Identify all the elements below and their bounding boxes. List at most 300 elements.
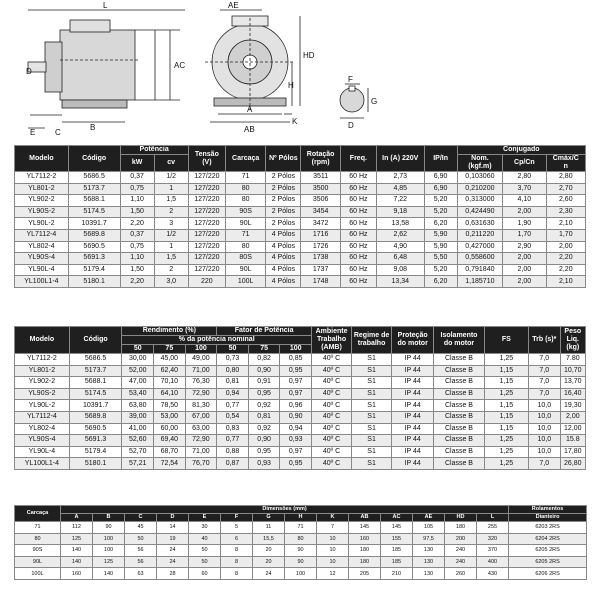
table-cell: 5690.5	[68, 241, 120, 253]
header2-f50: 50	[217, 345, 249, 354]
header2-ambiente: Ambiente Trabalho (AMB)	[312, 327, 352, 354]
table-cell: 0,77	[217, 400, 249, 412]
table-cell: 7	[317, 522, 349, 534]
table-cell: 5688.1	[68, 195, 120, 207]
table-cell: 80	[15, 533, 61, 545]
table-cell: 5689.8	[68, 229, 120, 241]
table-row	[15, 276, 586, 288]
table-cell: Classe B	[434, 388, 485, 400]
table-cell: 6,90	[424, 183, 457, 195]
table-cell: 12,00	[560, 423, 585, 435]
table-cell: 60 Hz	[340, 241, 376, 253]
table-cell: 10,0	[529, 435, 561, 447]
table-cell: 2,00	[503, 253, 546, 265]
table-cell: 30,00	[122, 354, 154, 366]
table-cell: 7,22	[376, 195, 424, 207]
header-rotacao: Rotação (rpm)	[301, 146, 340, 172]
dim-label-d: D	[26, 67, 32, 76]
table-cell: 2,10	[546, 218, 585, 230]
table-cell: 40º C	[312, 458, 352, 470]
table-cell: 2,80	[546, 172, 585, 184]
table-cell: 6	[221, 533, 253, 545]
table-cell: 40º C	[312, 435, 352, 447]
table-cell: S1	[352, 377, 392, 389]
dim-label-shaft-d: D	[348, 121, 354, 130]
table-cell: 5691.3	[69, 435, 122, 447]
header2-protecao: Proteção do motor	[392, 327, 434, 354]
table-cell: 1,10	[120, 253, 154, 265]
table-cell: IP 44	[392, 388, 434, 400]
header-tensao: Tensão (V)	[188, 146, 225, 172]
table-cell: 26,80	[560, 458, 585, 470]
table-cell: 1,25	[484, 388, 528, 400]
table-cell: 0,77	[217, 435, 249, 447]
table-cell: 100L	[225, 276, 265, 288]
table-cell: 10391.7	[69, 400, 122, 412]
table-cell: 10,0	[529, 446, 561, 458]
table-cell: 125	[93, 556, 125, 568]
table-cell: S1	[352, 458, 392, 470]
table-cell: 2,20	[546, 264, 585, 276]
table-cell: 72,90	[185, 435, 217, 447]
table-cell: 0,97	[280, 446, 312, 458]
table-cell: 185	[381, 545, 413, 557]
table-cell: 1,15	[484, 377, 528, 389]
table-cell: 0,96	[280, 400, 312, 412]
table-cell: 40º C	[312, 354, 352, 366]
table-cell: 40º C	[312, 446, 352, 458]
table-cell: 3,70	[503, 183, 546, 195]
header-potencia: Potência	[120, 146, 188, 155]
table-cell: 71	[225, 229, 265, 241]
table-cell: 71,00	[185, 365, 217, 377]
table-cell: 71	[15, 522, 61, 534]
table-cell: 13,70	[560, 377, 585, 389]
table-cell: 19,30	[560, 400, 585, 412]
table-cell: 5174.5	[69, 388, 122, 400]
dim-label-f: F	[348, 75, 353, 84]
table-cell: 5179.4	[69, 446, 122, 458]
header3-dim-col: A	[61, 514, 93, 522]
table-cell: 47,00	[122, 377, 154, 389]
header3-dim-col: AE	[413, 514, 445, 522]
table-cell: 53,40	[122, 388, 154, 400]
table-cell: 10,70	[560, 365, 585, 377]
header-cpcn: Cp/Cn	[503, 155, 546, 172]
table-cell: 0,83	[217, 423, 249, 435]
table-row	[15, 264, 586, 276]
table-cell: 4 Pólos	[266, 253, 301, 265]
table-cell: 6,20	[424, 276, 457, 288]
table-cell: 100	[93, 545, 125, 557]
table-cell: YL902-2	[15, 377, 70, 389]
table-cell: 56	[125, 556, 157, 568]
header-modelo: Modelo	[15, 146, 69, 172]
table-cell: 7,0	[529, 458, 561, 470]
table-cell: 0,427000	[457, 241, 503, 253]
table-cell: 13,58	[376, 218, 424, 230]
header-polos: Nº Pólos	[266, 146, 301, 172]
table-cell: 2,00	[546, 241, 585, 253]
table-row	[15, 435, 586, 447]
table-cell: 90S	[15, 545, 61, 557]
table-cell: 4 Pólos	[266, 229, 301, 241]
table-cell: 145	[381, 522, 413, 534]
table-cell: YL90S-4	[15, 253, 69, 265]
table-cell: 3454	[301, 206, 340, 218]
table-cell: 100L	[15, 568, 61, 580]
table-cell: 5689.8	[69, 411, 122, 423]
table-cell: 4,90	[376, 241, 424, 253]
table-cell: 90L	[225, 264, 265, 276]
table-cell: 140	[61, 556, 93, 568]
table-cell: 7.80	[560, 354, 585, 366]
table-cell: 1,15	[484, 365, 528, 377]
table-cell: 0,210200	[457, 183, 503, 195]
table-cell: 2,60	[546, 195, 585, 207]
header2-fator: Fator de Potência	[217, 327, 312, 336]
table-cell: 10	[317, 533, 349, 545]
table-cell: 320	[477, 533, 509, 545]
table-cell: YL90S-2	[15, 206, 69, 218]
table-cell: 4,85	[376, 183, 424, 195]
table-cell: YL7112-4	[15, 229, 69, 241]
table-cell: 180	[445, 522, 477, 534]
table-cell: 3500	[301, 183, 340, 195]
table-cell: YL90L-4	[15, 446, 70, 458]
table-cell: 240	[445, 556, 477, 568]
table-cell: 45,00	[154, 354, 186, 366]
header3-dim-col: B	[93, 514, 125, 522]
table-cell: 10,0	[529, 400, 561, 412]
table-cell: 78,50	[154, 400, 186, 412]
table-cell: 11	[253, 522, 285, 534]
table-cell: 0,94	[280, 423, 312, 435]
table-row	[15, 400, 586, 412]
table-cell: 80	[225, 195, 265, 207]
table-cell: 4,10	[503, 195, 546, 207]
table-cell: 1,25	[484, 435, 528, 447]
table-cell: 205	[349, 568, 381, 580]
table-cell: YL7112-4	[15, 411, 70, 423]
table-cell: 430	[477, 568, 509, 580]
table-cell: 6205 2RS	[509, 556, 587, 568]
table-cell: 0,90	[248, 365, 280, 377]
header3-dim-col: C	[125, 514, 157, 522]
table-cell: 5174.5	[68, 206, 120, 218]
table-row	[15, 253, 586, 265]
table-row	[15, 556, 587, 568]
table-cell: 2,70	[546, 183, 585, 195]
table-cell: 130	[413, 545, 445, 557]
table-cell: 1,15	[484, 411, 528, 423]
table-cell: 100	[93, 533, 125, 545]
table-cell: 49,00	[185, 354, 217, 366]
table-cell: 2,20	[546, 253, 585, 265]
table-cell: 41,00	[122, 423, 154, 435]
table-row	[15, 533, 587, 545]
table-cell: 130	[413, 556, 445, 568]
table-cell: 0,82	[248, 354, 280, 366]
table-cell: 1,90	[503, 218, 546, 230]
table-cell: 71,00	[185, 446, 217, 458]
table-cell: 60 Hz	[340, 264, 376, 276]
table-cell: 1748	[301, 276, 340, 288]
table-cell: Classe B	[434, 411, 485, 423]
table-cell: 80	[285, 533, 317, 545]
table-cell: S1	[352, 354, 392, 366]
table-cell: 2 Pólos	[266, 218, 301, 230]
table-cell: 63,80	[122, 400, 154, 412]
table-cell: 1,25	[484, 354, 528, 366]
table-cell: 0,92	[248, 400, 280, 412]
table-cell: 5173.7	[68, 183, 120, 195]
table-cell: 90S	[225, 206, 265, 218]
table-cell: 2	[154, 264, 188, 276]
table-cell: 5180.1	[69, 458, 122, 470]
table-cell: 140	[93, 568, 125, 580]
table-cell: 62,40	[154, 365, 186, 377]
table-cell: 72,90	[185, 388, 217, 400]
table-cell: 4 Pólos	[266, 241, 301, 253]
table-cell: 40º C	[312, 377, 352, 389]
table-cell: 130	[413, 568, 445, 580]
table-cell: YL100L1-4	[15, 458, 70, 470]
table-cell: 1,10	[120, 195, 154, 207]
table-cell: 8	[221, 556, 253, 568]
table-cell: 0,94	[217, 388, 249, 400]
table-cell: 60 Hz	[340, 229, 376, 241]
table-cell: 2,73	[376, 172, 424, 184]
header3-dim-col: K	[317, 514, 349, 522]
table-cell: YL802-4	[15, 241, 69, 253]
table-cell: 3472	[301, 218, 340, 230]
table-cell: 2,00	[503, 206, 546, 218]
header-conjugado: Conjugado	[457, 146, 585, 155]
table-cell: 28	[157, 568, 189, 580]
table-cell: 80	[225, 241, 265, 253]
motor-drawings	[0, 0, 600, 140]
header-freq: Freq.	[340, 146, 376, 172]
table-cell: 72,54	[154, 458, 186, 470]
table-cell: 0,97	[280, 377, 312, 389]
table-cell: 10	[317, 556, 349, 568]
table-cell: IP 44	[392, 458, 434, 470]
table-cell: 0,88	[217, 446, 249, 458]
table-cell: 10391.7	[68, 218, 120, 230]
table-row	[15, 388, 586, 400]
table-row	[15, 458, 586, 470]
table-cell: 210	[381, 568, 413, 580]
table-cell: 40º C	[312, 388, 352, 400]
dimensions-table	[14, 505, 587, 580]
table-cell: 40º C	[312, 400, 352, 412]
table-cell: 20	[253, 556, 285, 568]
table-row	[15, 545, 587, 557]
table-cell: 64,10	[154, 388, 186, 400]
table-cell: 68,70	[154, 446, 186, 458]
table-cell: 90	[285, 545, 317, 557]
table-cell: 63,00	[185, 423, 217, 435]
table-cell: 1,15	[484, 423, 528, 435]
table-cell: 5,20	[424, 264, 457, 276]
header2-isolamento: Isolamento do motor	[434, 327, 485, 354]
header3-dim-col: F	[221, 514, 253, 522]
performance-body	[15, 354, 586, 470]
table-cell: 1,50	[120, 206, 154, 218]
table-cell: 240	[445, 545, 477, 557]
table-cell: 2 Pólos	[266, 172, 301, 184]
table-cell: 260	[445, 568, 477, 580]
side-view-drawing	[28, 10, 185, 128]
table-cell: YL7112-2	[15, 172, 69, 184]
header2-f100: 100	[280, 345, 312, 354]
table-cell: 50	[189, 556, 221, 568]
header-cmax: Cmáx/C n	[546, 155, 585, 172]
table-cell: 6,48	[376, 253, 424, 265]
table-cell: 39,00	[122, 411, 154, 423]
table-cell: 52,70	[122, 446, 154, 458]
table-cell: 1,15	[484, 400, 528, 412]
table-cell: 200	[445, 533, 477, 545]
table-cell: 6203 2RS	[509, 522, 587, 534]
table-cell: 6,90	[424, 172, 457, 184]
performance-table	[14, 326, 586, 470]
table-cell: IP 44	[392, 354, 434, 366]
table-row	[15, 229, 586, 241]
table-cell: 71	[285, 522, 317, 534]
table-cell: 127/220	[188, 206, 225, 218]
header2-pct: % da potência nominal	[122, 336, 312, 345]
header-cv: cv	[154, 155, 188, 172]
table-cell: 30	[189, 522, 221, 534]
table-cell: 5691.3	[68, 253, 120, 265]
table-cell: 2 Pólos	[266, 195, 301, 207]
table-cell: 1,70	[503, 229, 546, 241]
table-row	[15, 423, 586, 435]
header3-dianteiro: Dianteiro	[509, 514, 587, 522]
table-cell: IP 44	[392, 365, 434, 377]
table-cell: 40º C	[312, 423, 352, 435]
table-cell: 400	[477, 556, 509, 568]
header2-peso: Peso Liq. (kg)	[560, 327, 585, 354]
table-cell: 60	[189, 568, 221, 580]
table-cell: 90L	[225, 218, 265, 230]
table-row	[15, 241, 586, 253]
table-cell: Classe B	[434, 458, 485, 470]
table-cell: 0,75	[120, 241, 154, 253]
table-cell: 0,791840	[457, 264, 503, 276]
dim-label-k: K	[292, 117, 298, 126]
table-cell: Classe B	[434, 423, 485, 435]
table-cell: 14	[157, 522, 189, 534]
table-cell: 1	[154, 241, 188, 253]
table-cell: 60 Hz	[340, 218, 376, 230]
header2-p100: 100	[185, 345, 217, 354]
table-cell: IP 44	[392, 377, 434, 389]
table-cell: 50	[189, 545, 221, 557]
table-cell: S1	[352, 435, 392, 447]
table-cell: 5,20	[424, 195, 457, 207]
table-cell: 0,81	[217, 377, 249, 389]
table-cell: 1,5	[154, 253, 188, 265]
table-cell: 0,91	[248, 377, 280, 389]
table-cell: 0,95	[248, 388, 280, 400]
table-cell: 1/2	[154, 172, 188, 184]
table-cell: 2 Pólos	[266, 206, 301, 218]
table-cell: 0,80	[217, 365, 249, 377]
table-row	[15, 446, 586, 458]
table-cell: 5,90	[424, 241, 457, 253]
header3-dim-col: E	[189, 514, 221, 522]
table-cell: 76,30	[185, 377, 217, 389]
table-cell: IP 44	[392, 400, 434, 412]
table-cell: 2,10	[546, 276, 585, 288]
table-cell: Classe B	[434, 435, 485, 447]
table-cell: 40º C	[312, 365, 352, 377]
table-cell: 105	[413, 522, 445, 534]
dim-label-e: E	[30, 128, 36, 137]
table-cell: YL100L1-4	[15, 276, 69, 288]
dim-label-g: G	[371, 97, 378, 106]
table-cell: 160	[61, 568, 93, 580]
electrical-specs-table	[14, 145, 586, 288]
table-cell: S1	[352, 400, 392, 412]
table-cell: 2,90	[503, 241, 546, 253]
table-cell: 2	[154, 206, 188, 218]
header-carcaca: Carcaça	[225, 146, 265, 172]
table-cell: YL801-2	[15, 183, 69, 195]
table-cell: 0,81	[248, 411, 280, 423]
table-cell: 1737	[301, 264, 340, 276]
table-cell: 52,60	[122, 435, 154, 447]
table-cell: 160	[349, 533, 381, 545]
table-cell: 5173.7	[69, 365, 122, 377]
table-cell: S1	[352, 411, 392, 423]
table-cell: 17,80	[560, 446, 585, 458]
header3-dim-col: G	[253, 514, 285, 522]
table-cell: 6206 2RS	[509, 568, 587, 580]
table-cell: 2,80	[503, 172, 546, 184]
table-cell: 0,85	[280, 354, 312, 366]
table-row	[15, 365, 586, 377]
table-cell: 24	[157, 545, 189, 557]
table-cell: 5180.1	[68, 276, 120, 288]
table-cell: 1738	[301, 253, 340, 265]
table-cell: 155	[381, 533, 413, 545]
table-cell: 5,90	[424, 229, 457, 241]
table-cell: 5690.5	[69, 423, 122, 435]
table-cell: 145	[349, 522, 381, 534]
header3-dim-col: H	[285, 514, 317, 522]
dim-label-b: B	[90, 123, 96, 132]
table-cell: 370	[477, 545, 509, 557]
table-cell: 24	[157, 556, 189, 568]
table-cell: 45	[125, 522, 157, 534]
table-cell: 1,25	[484, 446, 528, 458]
table-cell: 10,0	[529, 423, 561, 435]
header3-carcaca: Carcaça	[15, 506, 61, 522]
dim-label-l: L	[103, 1, 108, 10]
table-cell: 2,20	[120, 218, 154, 230]
dim-label-ae: AE	[228, 1, 239, 10]
table-cell: 57,21	[122, 458, 154, 470]
header3-dim-col: HD	[445, 514, 477, 522]
table-cell: 0,95	[248, 446, 280, 458]
table-cell: IP 44	[392, 446, 434, 458]
table-cell: 5688.1	[69, 377, 122, 389]
table-cell: 15,5	[253, 533, 285, 545]
